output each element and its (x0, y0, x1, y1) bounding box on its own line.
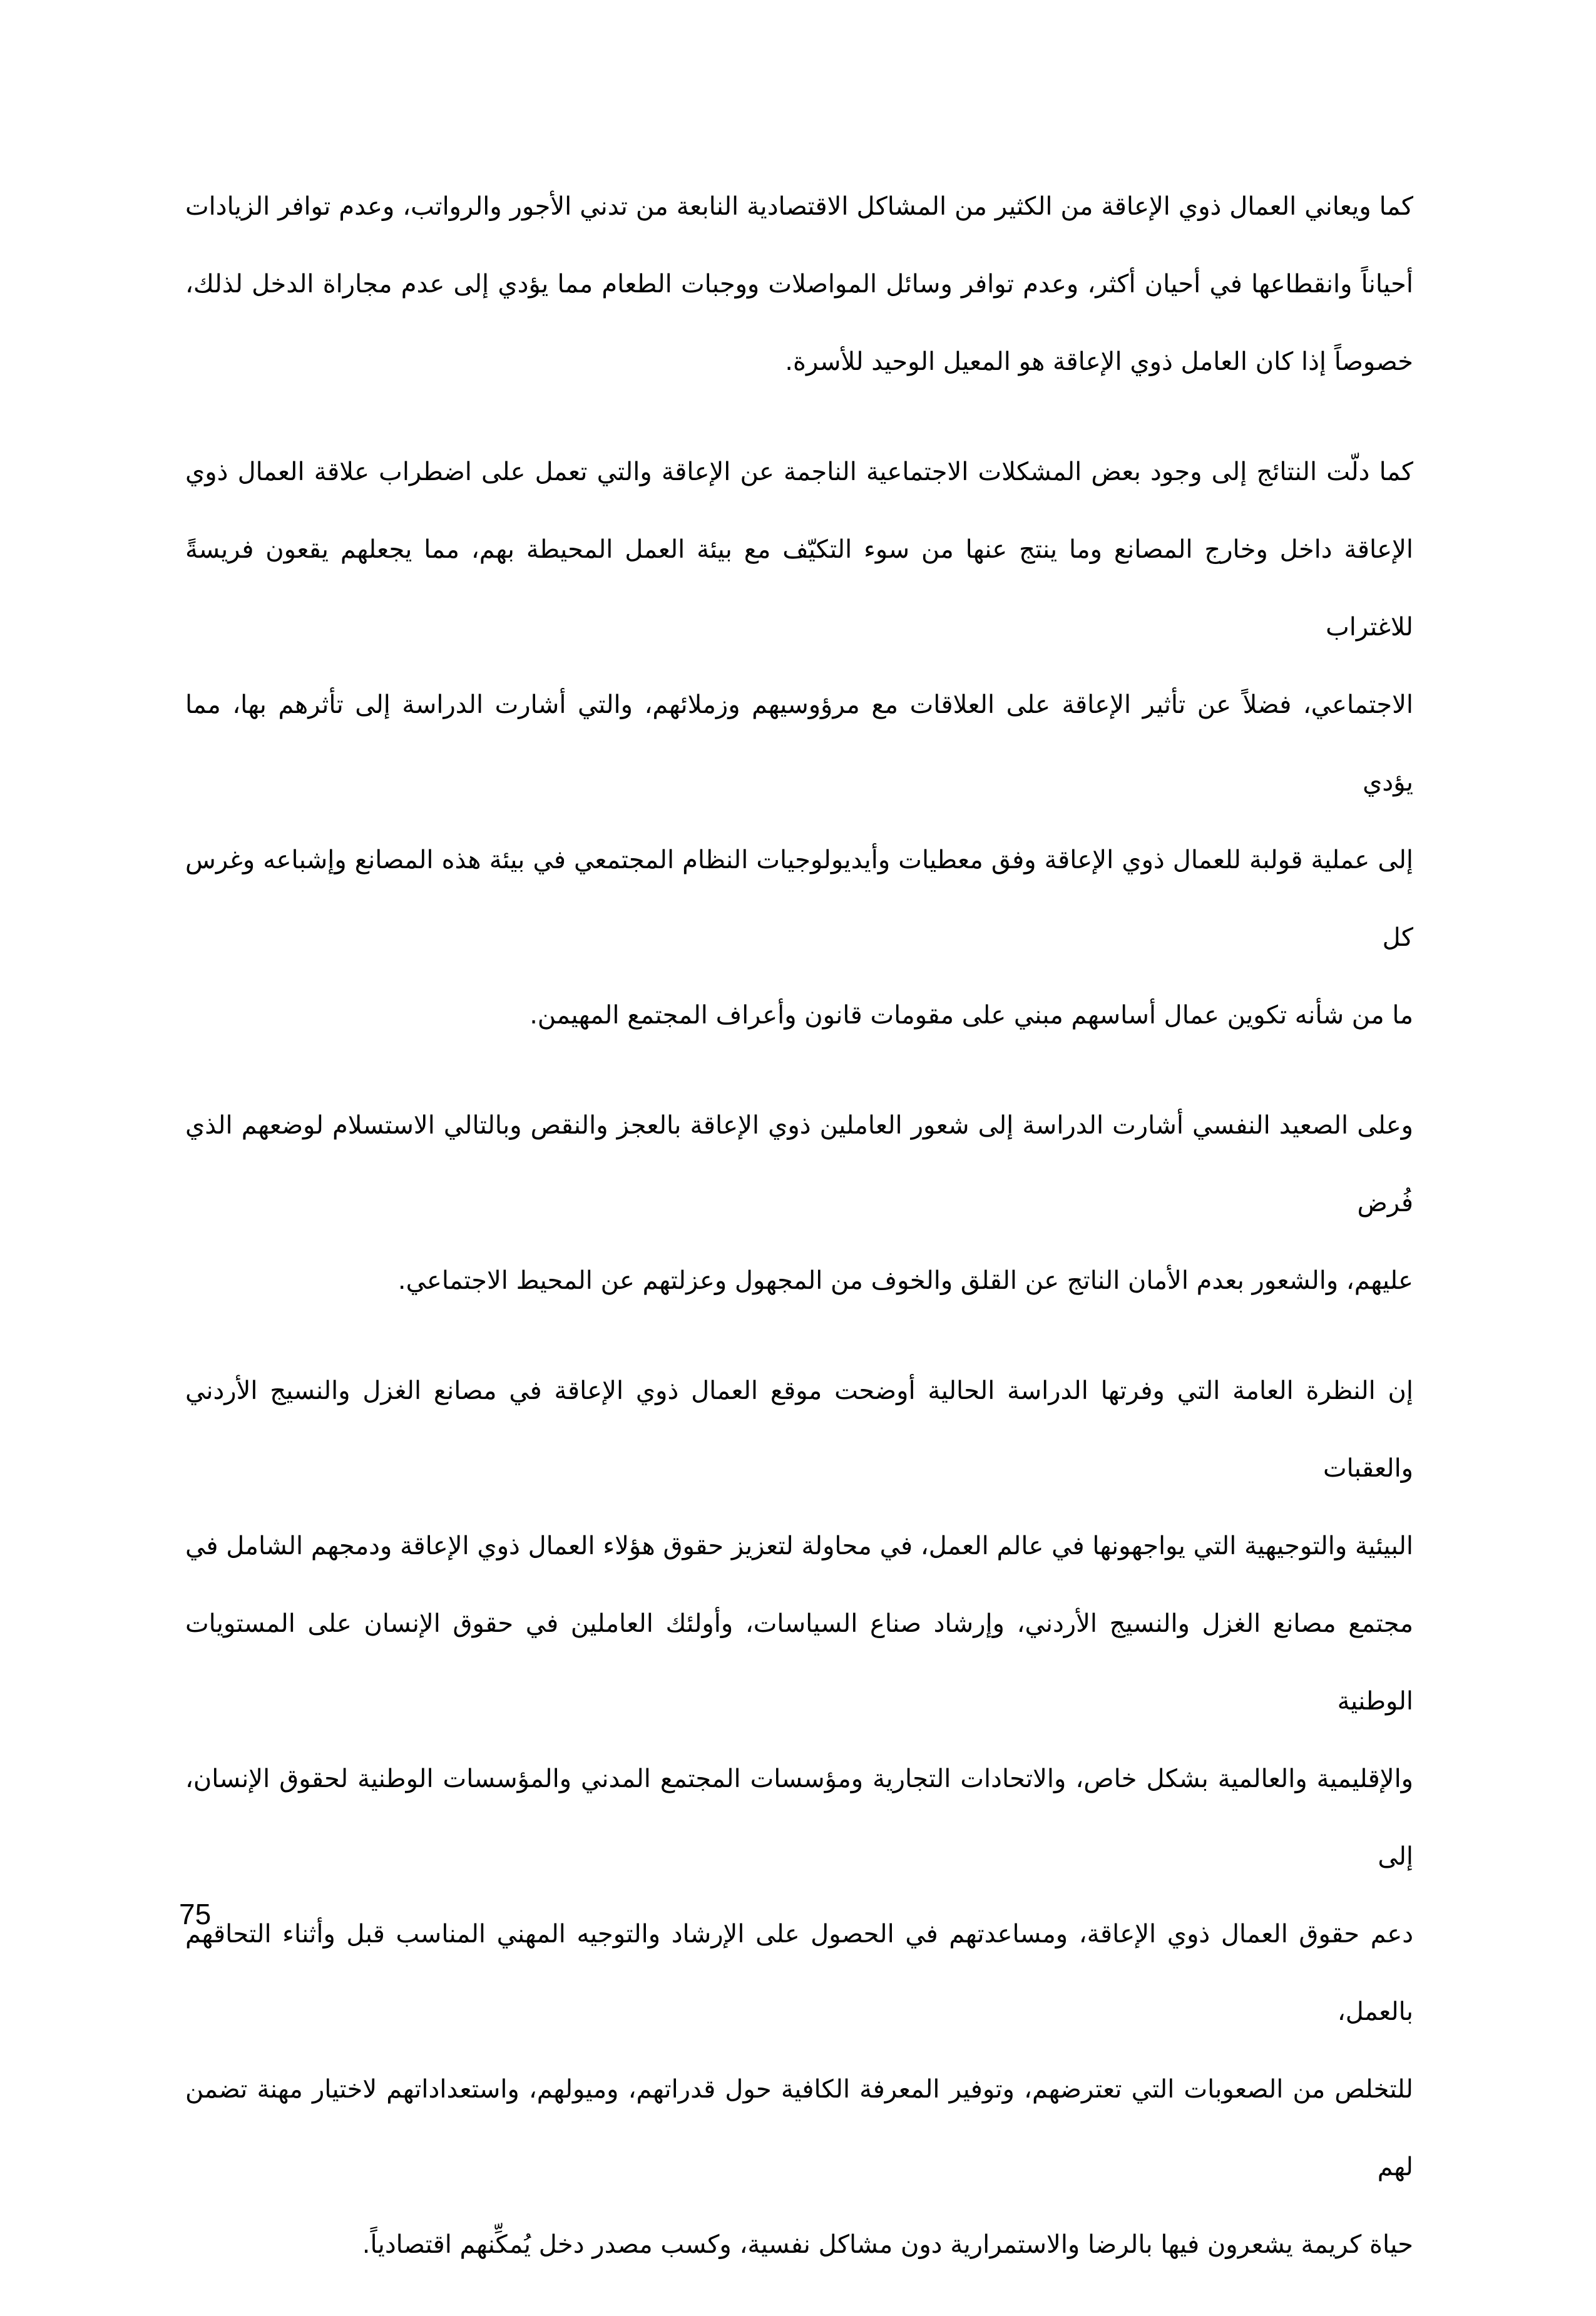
body-text (185, 168, 1413, 2316)
text-line: إن النظرة العامة التي وفرتها الدراسة الحالية أوضحت موقع العمال ذوي الإعاقة في مصانع الغزل والنسيج الأردني والعقبات (185, 1376, 1413, 1483)
text-line: أحياناً وانقطاعها في أحيان أكثر، وعدم توافر وسائل المواصلات ووجبات الطعام مما يؤدي إلى عدم مجاراة الدخل لذلك، (185, 270, 1413, 299)
paragraph-1 (185, 168, 1413, 401)
text-line: الإعاقة داخل وخارج المصانع وما ينتج عنها من سوء التكيّف مع بيئة العمل المحيطة بهم، مما يجعلهم يقعون فريسةً للاغتراب (185, 535, 1413, 642)
text-line: عليهم، والشعور بعدم الأمان الناتج عن القلق والخوف من المجهول وعزلتهم عن المحيط الاجتماعي. (397, 1266, 1413, 1295)
text-line: البيئية والتوجيهية التي يواجهونها في عالم العمل، في محاولة لتعزيز حقوق هؤلاء العمال ذوي الإعاقة ودمجهم الشامل في (185, 1532, 1413, 1560)
text-line: مجتمع مصانع الغزل والنسيج الأردني، وإرشاد صناع السياسات، وأولئك العاملين في حقوق الإنسان على المستويات الوطنية (185, 1609, 1413, 1716)
text-line: كما ويعاني العمال ذوي الإعاقة من الكثير من المشاكل الاقتصادية النابعة من تدني الأجور والرواتب، وعدم توافر الزيادات (185, 192, 1413, 221)
text-line: للتخلص من الصعوبات التي تعترضهم، وتوفير المعرفة الكافية حول قدراتهم، وميولهم، واستعداداتهم لاختيار مهنة تضمن لهم (185, 2075, 1413, 2181)
text-line: والإقليمية والعالمية بشكل خاص، والاتحادات التجارية ومؤسسات المجتمع المدني والمؤسسات الوطنية لحقوق الإنسان، إلى (185, 1765, 1413, 1871)
text-line: حياة كريمة يشعرون فيها بالرضا والاستمرارية دون مشاكل نفسية، وكسب مصدر دخل يُمكِّنهم اقتصادياً. (362, 2230, 1413, 2259)
text-line: ما من شأنه تكوين عمال أساسهم مبني على مقومات قانون وأعراف المجتمع المهيمن. (529, 1001, 1413, 1030)
text-line: إلى عملية قولبة للعمال ذوي الإعاقة وفق معطيات وأيديولوجيات النظام المجتمعي في بيئة هذه المصانع وإشباعه وغرس كل (185, 846, 1413, 952)
text-line: دعم حقوق العمال ذوي الإعاقة، ومساعدتهم في الحصول على الإرشاد والتوجيه المهني المناسب قبل وأثناء التحاقهم بالعمل، (185, 1920, 1413, 2026)
paragraph-2 (185, 433, 1413, 1054)
paragraph-4 (185, 1352, 1413, 2283)
text-line: كما دلّت النتائج إلى وجود بعض المشكلات الاجتماعية الناجمة عن الإعاقة والتي تعمل على اضطراب علاقة العمال ذوي (185, 458, 1413, 486)
text-line: الاجتماعي، فضلاً عن تأثير الإعاقة على العلاقات مع مرؤوسيهم وزملائهم، والتي أشارت الدراسة إلى تأثرهم بها، مما يؤدي (185, 690, 1413, 797)
paragraph-3 (185, 1087, 1413, 1319)
page-number: 75 (179, 1898, 212, 1930)
text-line: خصوصاً إذا كان العامل ذوي الإعاقة هو المعيل الوحيد للأسرة. (785, 347, 1413, 376)
text-line: وعلى الصعيد النفسي أشارت الدراسة إلى شعور العاملين ذوي الإعاقة بالعجز والنقص وبالتالي الاستسلام لوضعهم الذي فُرض (185, 1111, 1413, 1217)
